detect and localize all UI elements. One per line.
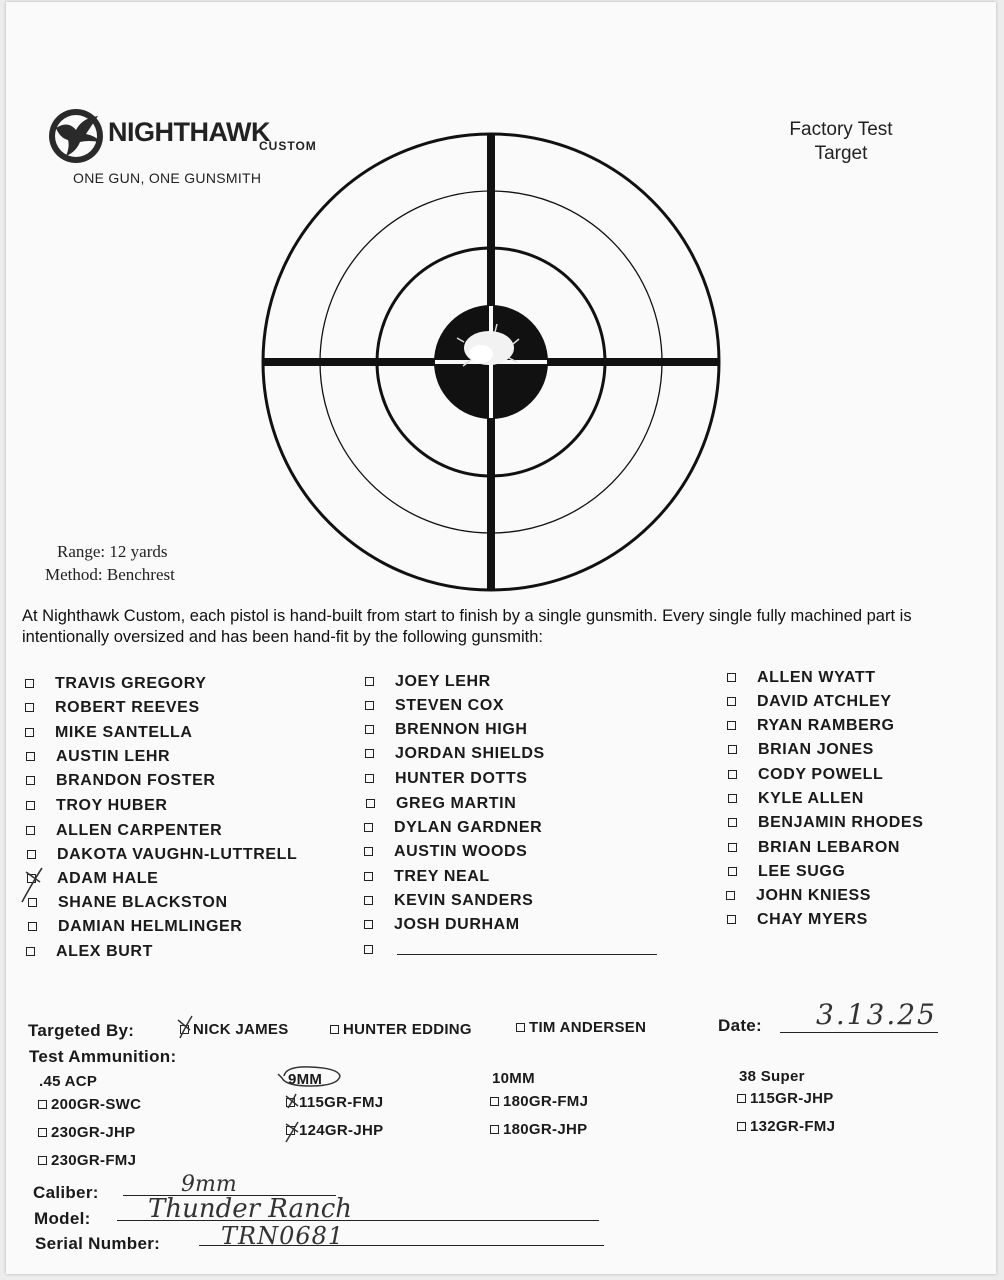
gunsmith-checkbox-item[interactable]: TROY HUBER bbox=[56, 797, 168, 814]
gunsmith-checkbox-item[interactable]: GREG MARTIN bbox=[396, 795, 517, 812]
gunsmith-checkbox-item[interactable]: BRANDON FOSTER bbox=[56, 772, 216, 789]
blank-name-line[interactable] bbox=[397, 954, 657, 955]
gunsmith-checkbox-item[interactable]: JOEY LEHR bbox=[395, 673, 491, 690]
gunsmith-checkbox-item[interactable]: ALEX BURT bbox=[56, 943, 153, 960]
test-ammunition-label: Test Ammunition: bbox=[29, 1047, 177, 1066]
ammo-group-title: 9MM bbox=[288, 1071, 323, 1088]
gunsmith-checkbox-item[interactable]: KYLE ALLEN bbox=[758, 790, 864, 807]
ammo-group-title: .45 ACP bbox=[39, 1073, 98, 1090]
page-title bbox=[766, 118, 916, 166]
model-label: Model: bbox=[34, 1209, 91, 1228]
gunsmith-checkbox-item-checked[interactable]: ADAM HALE bbox=[57, 870, 159, 887]
brand-tagline: ONE GUN, ONE GUNSMITH bbox=[73, 170, 262, 186]
ammo-option[interactable]: 230GR-JHP bbox=[38, 1124, 135, 1141]
ammo-option[interactable]: 180GR-JHP bbox=[490, 1121, 587, 1138]
serial-number-label: Serial Number: bbox=[35, 1234, 161, 1253]
gunsmith-checkbox-item[interactable]: TREY NEAL bbox=[394, 868, 490, 885]
date-value[interactable]: 3.13.25 bbox=[816, 998, 937, 1031]
gunsmith-checkbox-item[interactable]: ALLEN WYATT bbox=[757, 669, 876, 686]
intro-paragraph: At Nighthawk Custom, each pistol is hand-built from start to finish by a single gunsmith. Every single fully machined part is intentionally oversized and has been hand-fit by the following gunsmith: bbox=[22, 607, 912, 646]
gunsmith-checkbox-item[interactable]: JOHN KNIESS bbox=[756, 887, 872, 904]
method-text: Method: Benchrest bbox=[45, 565, 175, 584]
handwritten-checkmark-icon bbox=[18, 862, 52, 906]
nighthawk-logo-icon bbox=[46, 106, 106, 166]
handwritten-checkmark-icon bbox=[282, 1090, 306, 1146]
gunsmith-checkbox-item[interactable]: ROBERT REEVES bbox=[55, 699, 200, 716]
gunsmith-checkbox-item[interactable]: JORDAN SHIELDS bbox=[395, 745, 545, 762]
gunsmith-checkbox-item[interactable]: CHAY MYERS bbox=[757, 911, 868, 928]
ammo-option[interactable]: 132GR-FMJ bbox=[737, 1118, 835, 1135]
ammo-option-checked[interactable]: 115GR-FMJ bbox=[286, 1094, 383, 1111]
targeted-by-option[interactable]: HUNTER EDDING bbox=[330, 1021, 472, 1038]
gunsmith-checkbox-item[interactable]: DAVID ATCHLEY bbox=[757, 693, 892, 710]
range-text: Range: 12 yards bbox=[57, 542, 168, 561]
gunsmith-checkbox-item[interactable]: BENJAMIN RHODES bbox=[758, 814, 924, 831]
date-line[interactable] bbox=[780, 1032, 938, 1033]
gunsmith-checkbox-item[interactable]: TRAVIS GREGORY bbox=[55, 675, 207, 692]
gunsmith-checkbox-item[interactable]: SHANE BLACKSTON bbox=[58, 894, 228, 911]
handwritten-circle-icon bbox=[274, 1062, 346, 1092]
ammo-group-title: 10MM bbox=[492, 1070, 535, 1087]
gunsmith-checkbox-item[interactable]: AUSTIN WOODS bbox=[394, 843, 528, 860]
gunsmith-checkbox-item[interactable]: BRIAN JONES bbox=[758, 741, 874, 758]
ammo-option[interactable]: 200GR-SWC bbox=[38, 1096, 141, 1113]
caliber-value[interactable]: 9mm bbox=[181, 1172, 237, 1197]
brand-sub: CUSTOM bbox=[259, 139, 317, 153]
gunsmith-checkbox-item[interactable]: MIKE SANTELLA bbox=[55, 724, 193, 741]
gunsmith-checkbox-item[interactable]: LEE SUGG bbox=[758, 863, 846, 880]
ammo-option[interactable]: 180GR-FMJ bbox=[490, 1093, 588, 1110]
brand-name: NIGHTHAWK bbox=[108, 117, 270, 147]
caliber-label: Caliber: bbox=[33, 1183, 99, 1202]
title-line-2: Target bbox=[814, 143, 868, 164]
title-line-1: Factory Test bbox=[789, 119, 893, 140]
handwritten-checkmark-icon bbox=[174, 1012, 198, 1040]
targeted-by-option-checked[interactable]: NICK JAMES bbox=[180, 1021, 289, 1038]
model-value[interactable]: Thunder Ranch bbox=[148, 1194, 353, 1224]
gunsmith-checkbox-item[interactable]: DAKOTA VAUGHN-LUTTRELL bbox=[57, 846, 298, 863]
gunsmith-checkbox-item[interactable]: KEVIN SANDERS bbox=[394, 892, 534, 909]
ammo-group-title: 38 Super bbox=[739, 1068, 805, 1085]
gunsmith-checkbox-item[interactable]: HUNTER DOTTS bbox=[395, 770, 528, 787]
gunsmith-checkbox-item[interactable]: CODY POWELL bbox=[758, 766, 884, 783]
gunsmith-checkbox-item[interactable]: JOSH DURHAM bbox=[394, 916, 520, 933]
bullseye-target bbox=[259, 130, 723, 594]
targeted-by-option[interactable]: TIM ANDERSEN bbox=[516, 1019, 646, 1036]
gunsmith-checkbox-item[interactable]: AUSTIN LEHR bbox=[56, 748, 171, 765]
gunsmith-checkbox-item[interactable]: DAMIAN HELMLINGER bbox=[58, 918, 243, 935]
ammo-option[interactable]: 115GR-JHP bbox=[737, 1090, 834, 1107]
serial-number-value[interactable]: TRN0681 bbox=[221, 1222, 345, 1250]
gunsmith-checkbox-item[interactable]: BRENNON HIGH bbox=[395, 721, 528, 738]
gunsmith-checkbox-item[interactable]: STEVEN COX bbox=[395, 697, 505, 714]
ammo-option-checked[interactable]: 124GR-JHP bbox=[286, 1122, 383, 1139]
gunsmith-checkbox-item[interactable]: ALLEN CARPENTER bbox=[56, 822, 223, 839]
gunsmith-checkbox-item[interactable]: RYAN RAMBERG bbox=[757, 717, 895, 734]
gunsmith-checkbox-item[interactable]: DYLAN GARDNER bbox=[394, 819, 543, 836]
test-target-sheet bbox=[6, 2, 996, 1274]
gunsmith-checkbox-item[interactable]: BRIAN LEBARON bbox=[758, 839, 901, 856]
targeted-by-label: Targeted By: bbox=[28, 1021, 135, 1040]
ammo-option[interactable]: 230GR-FMJ bbox=[38, 1152, 136, 1169]
date-label: Date: bbox=[718, 1016, 763, 1035]
